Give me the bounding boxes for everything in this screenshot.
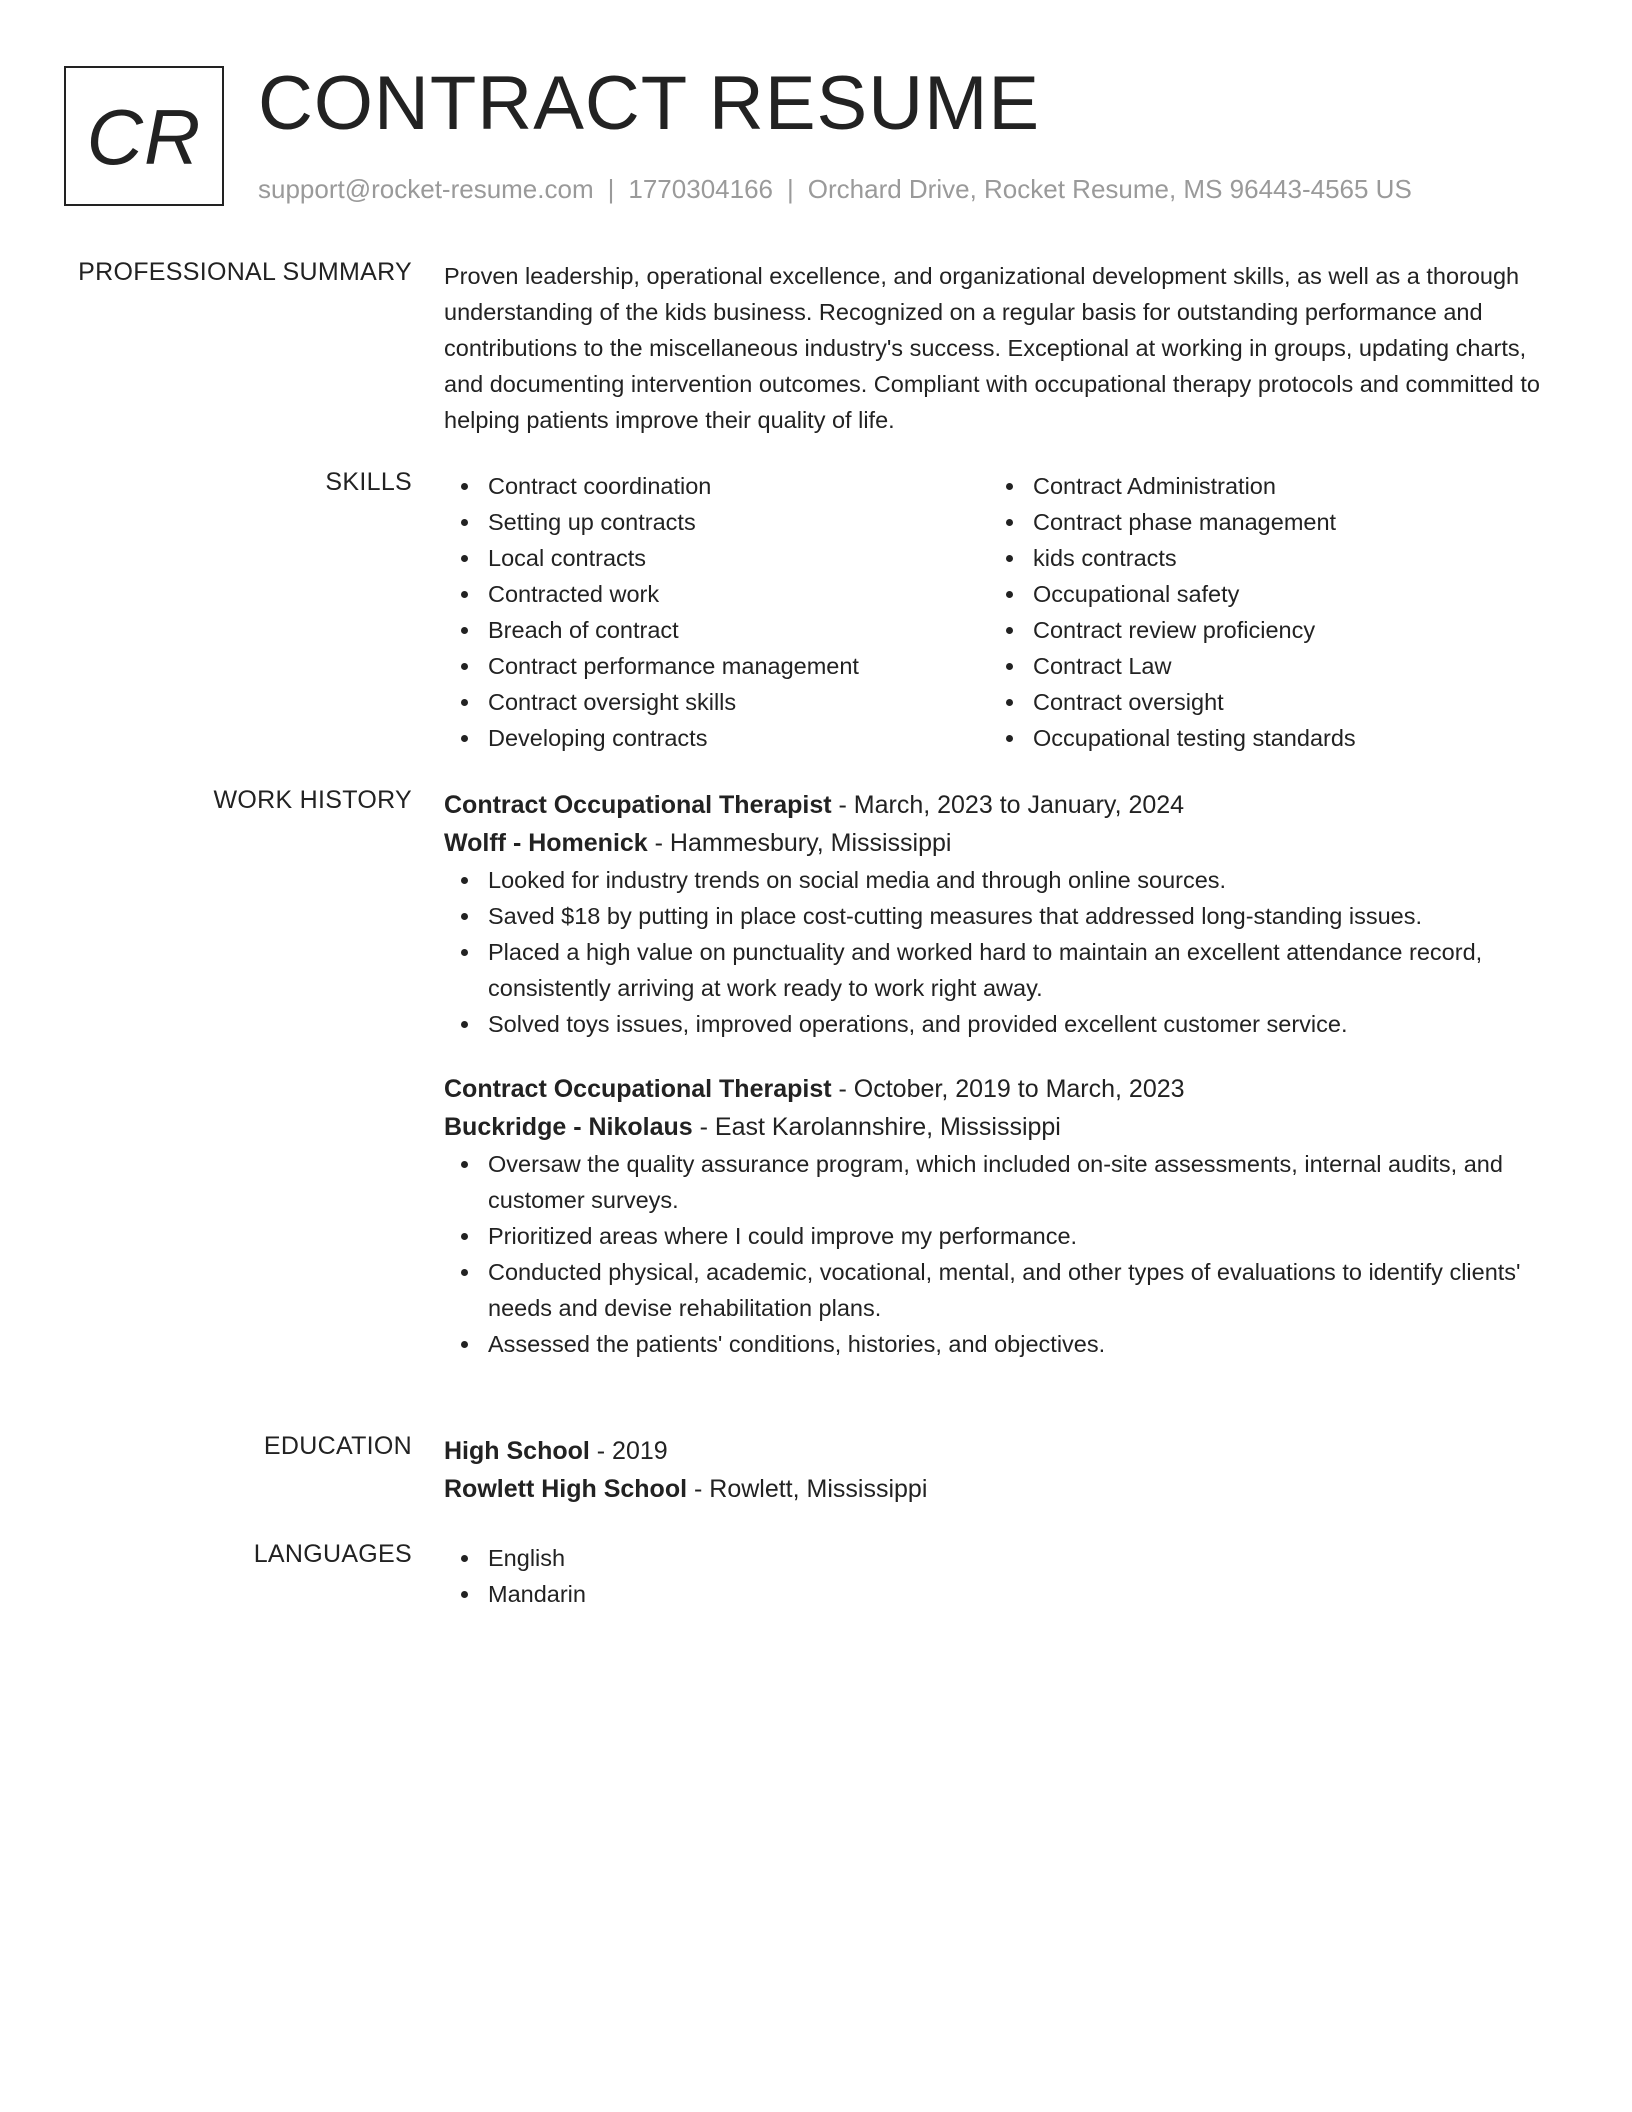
contact-separator: | bbox=[607, 174, 615, 204]
job-title: Contract Occupational Therapist bbox=[444, 791, 832, 819]
education-school: Rowlett High School bbox=[444, 1475, 688, 1503]
job-entry bbox=[444, 1070, 1554, 1362]
job-bullet: Conducted physical, academic, vocational, mental, and other types of evaluations to identify clients' needs and devise rehabilitation plans. bbox=[444, 1254, 1554, 1326]
education-degree: High School bbox=[444, 1437, 590, 1465]
skill-item: Local contracts bbox=[444, 540, 989, 576]
skill-item: Contract coordination bbox=[444, 468, 989, 504]
languages-list bbox=[444, 1540, 1554, 1612]
education-body bbox=[444, 1432, 1554, 1508]
skill-item: kids contracts bbox=[989, 540, 1534, 576]
skills-list-left bbox=[444, 468, 989, 756]
job-title-line bbox=[444, 786, 1554, 824]
skill-item: Occupational safety bbox=[989, 576, 1534, 612]
job-company-line bbox=[444, 1108, 1554, 1146]
contact-address: Orchard Drive, Rocket Resume, MS 96443-4565 US bbox=[807, 174, 1412, 204]
skill-item: Contract oversight bbox=[989, 684, 1534, 720]
skill-item: Breach of contract bbox=[444, 612, 989, 648]
contact-phone: 1770304166 bbox=[628, 174, 773, 204]
job-bullet: Assessed the patients' conditions, histories, and objectives. bbox=[444, 1326, 1554, 1362]
contact-email: support@rocket-resume.com bbox=[258, 174, 594, 204]
candidate-name: CONTRACT RESUME bbox=[258, 61, 1041, 146]
skill-item: Contracted work bbox=[444, 576, 989, 612]
skills-list-right bbox=[989, 468, 1534, 756]
job-company: Wolff - Homenick bbox=[444, 829, 648, 857]
skill-item: Developing contracts bbox=[444, 720, 989, 756]
job-company: Buckridge - Nikolaus bbox=[444, 1113, 693, 1141]
work-history-body bbox=[444, 786, 1554, 1362]
education-year: - 2019 bbox=[589, 1437, 668, 1465]
skills-columns bbox=[444, 468, 1554, 756]
skill-item: Contract oversight skills bbox=[444, 684, 989, 720]
skill-item: Setting up contracts bbox=[444, 504, 989, 540]
job-location: - East Karolannshire, Mississippi bbox=[692, 1113, 1061, 1141]
job-entry bbox=[444, 786, 1554, 1042]
section-heading: EDUCATION bbox=[263, 1432, 412, 1460]
language-item: Mandarin bbox=[444, 1576, 1554, 1612]
education-degree-line bbox=[444, 1432, 1554, 1470]
section-heading: SKILLS bbox=[325, 468, 412, 496]
job-title: Contract Occupational Therapist bbox=[444, 1075, 832, 1103]
skill-item: Contract Law bbox=[989, 648, 1534, 684]
job-bullet: Saved $18 by putting in place cost-cutting measures that addressed long-standing issues. bbox=[444, 898, 1554, 934]
job-location: - Hammesbury, Mississippi bbox=[647, 829, 952, 857]
job-bullet: Solved toys issues, improved operations, and provided excellent customer service. bbox=[444, 1006, 1554, 1042]
job-company-line bbox=[444, 824, 1554, 862]
skill-item: Contract review proficiency bbox=[989, 612, 1534, 648]
monogram-initials: CR bbox=[86, 92, 202, 181]
job-bullet-list bbox=[444, 1146, 1554, 1362]
summary-text: Proven leadership, operational excellence, and organizational development skills, as well as a thorough understanding of the kids business. Recognized on a regular basis for outstanding performance and contributions to the miscellaneous industry's success. Exceptional at working in groups, updating charts, and documenting intervention outcomes. Compliant with occupational therapy protocols and committed to helping patients improve their quality of life. bbox=[444, 263, 1540, 433]
languages-body bbox=[444, 1540, 1554, 1612]
job-dates: - October, 2019 to March, 2023 bbox=[831, 1075, 1185, 1103]
contact-separator: | bbox=[787, 174, 794, 204]
job-title-line bbox=[444, 1070, 1554, 1108]
skill-item: Contract performance management bbox=[444, 648, 989, 684]
language-item: English bbox=[444, 1540, 1554, 1576]
job-bullet: Looked for industry trends on social media and through online sources. bbox=[444, 862, 1554, 898]
job-bullet: Oversaw the quality assurance program, which included on-site assessments, internal audits, and customer surveys. bbox=[444, 1146, 1554, 1218]
skill-item: Occupational testing standards bbox=[989, 720, 1534, 756]
job-bullet: Prioritized areas where I could improve my performance. bbox=[444, 1218, 1554, 1254]
section-heading: PROFESSIONAL SUMMARY bbox=[78, 258, 412, 286]
education-school-line bbox=[444, 1470, 1554, 1508]
job-bullet-list bbox=[444, 862, 1554, 1042]
contact-line bbox=[258, 174, 1412, 205]
monogram-box bbox=[64, 66, 224, 206]
job-dates: - March, 2023 to January, 2024 bbox=[831, 791, 1185, 819]
skill-item: Contract phase management bbox=[989, 504, 1534, 540]
skill-item: Contract Administration bbox=[989, 468, 1534, 504]
summary-body bbox=[444, 258, 1554, 438]
job-bullet: Placed a high value on punctuality and worked hard to maintain an excellent attendance record, consistently arriving at work ready to work right away. bbox=[444, 934, 1554, 1006]
education-location: - Rowlett, Mississippi bbox=[687, 1475, 928, 1503]
resume-header bbox=[64, 61, 1584, 212]
section-heading: WORK HISTORY bbox=[213, 786, 412, 814]
section-heading: LANGUAGES bbox=[253, 1540, 412, 1568]
